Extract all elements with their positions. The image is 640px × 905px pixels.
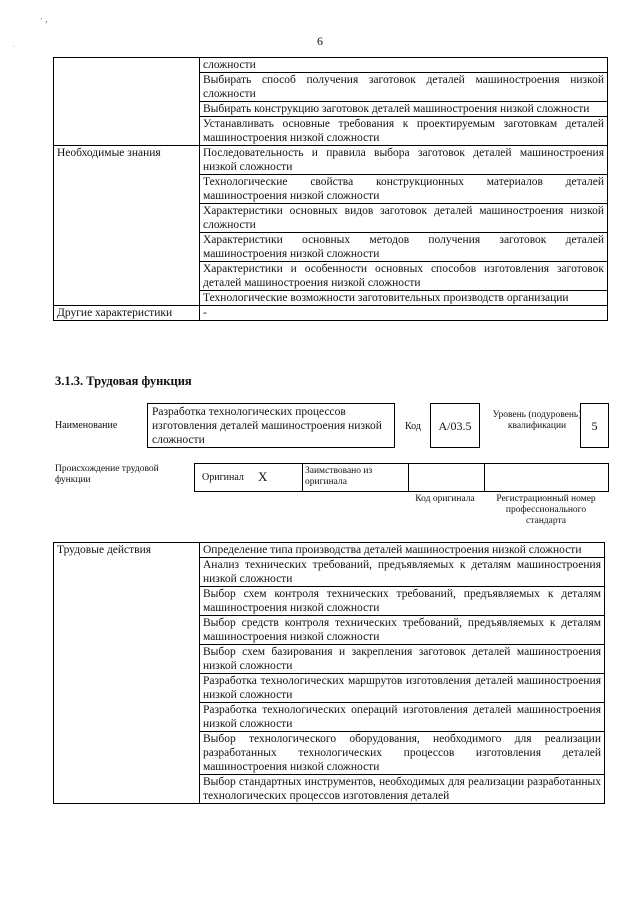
knowledge-cell: Последовательность и правила выбора заготовок деталей машиностроения низкой сложности (200, 146, 608, 175)
empty-label-cell (54, 58, 200, 146)
level-box: 5 (580, 403, 609, 448)
skill-cell: Устанавливать основные требования к проектируемым заготовкам деталей машиностроения низкой сложности (200, 117, 608, 146)
name-label: Наименование (55, 420, 118, 431)
actions-label: Трудовые действия (54, 543, 200, 804)
knowledge-cell: Характеристики основных видов заготовок деталей машиностроения низкой сложности (200, 204, 608, 233)
section-heading: 3.1.3. Трудовая функция (55, 374, 192, 388)
action-cell: Определение типа производства деталей машиностроения низкой сложности (200, 543, 605, 558)
action-cell: Разработка технологических маршрутов изготовления деталей машиностроения низкой сложности (200, 674, 605, 703)
knowledge-cell: Технологические возможности заготовительных производств организации (200, 291, 608, 306)
origin-label: Происхождение трудовой функции (55, 464, 159, 485)
level-label: Уровень (подуровень) квалификации (492, 410, 582, 431)
action-cell: Выбор схем базирования и закрепления заготовок деталей машиностроения низкой сложности (200, 645, 605, 674)
code-box: A/03.5 (430, 403, 480, 448)
borrowed-label: Заимствовано из оригинала (305, 466, 373, 487)
other-value: - (200, 306, 608, 321)
reg-number-label: Регистрационный номер профессионального стандарта (496, 494, 596, 526)
code-label: Код (405, 421, 421, 432)
knowledge-cell: Технологические свойства конструкционных материалов деталей машиностроения низкой сложности (200, 175, 608, 204)
knowledge-label: Необходимые знания (54, 146, 200, 306)
knowledge-cell: Характеристики основных методов получения заготовок деталей машиностроения низкой сложности (200, 233, 608, 262)
corner-mark: · , (40, 14, 48, 24)
action-cell: Разработка технологических операций изготовления деталей машиностроения низкой сложности (200, 703, 605, 732)
labor-actions-table (53, 542, 605, 804)
skills-knowledge-table (53, 57, 608, 321)
knowledge-cell: Характеристики и особенности основных способов изготовления заготовок деталей машиностроения низкой сложности (200, 262, 608, 291)
action-cell: Выбор средств контроля технических требований, предъявляемых к деталям машиностроения низкой сложности (200, 616, 605, 645)
skill-cell: Выбирать способ получения заготовок деталей машиностроения низкой сложности (200, 73, 608, 102)
skill-cell: Выбирать конструкцию заготовок деталей машиностроения низкой сложности (200, 102, 608, 117)
action-cell: Выбор технологического оборудования, необходимого для реализации разработанных технологических процессов изготовления деталей машиностроения низкой сложности (200, 732, 605, 775)
original-label: Оригинал (202, 472, 244, 483)
skill-cell: сложности (200, 58, 608, 73)
function-name-box: Разработка технологических процессов изготовления деталей машиностроения низкой сложности (147, 403, 395, 448)
action-cell: Выбор стандартных инструментов, необходимых для реализации разработанных технологических процессов изготовления деталей (200, 775, 605, 804)
action-cell: Выбор схем контроля технических требований, предъявляемых к деталям машиностроения низкой сложности (200, 587, 605, 616)
code-original-label: Код оригинала (415, 494, 475, 504)
original-mark: X (258, 469, 268, 484)
other-label: Другие характеристики (54, 306, 200, 321)
action-cell: Анализ технических требований, предъявляемых к деталям машиностроения низкой сложности (200, 558, 605, 587)
page-number: 6 (317, 34, 323, 48)
